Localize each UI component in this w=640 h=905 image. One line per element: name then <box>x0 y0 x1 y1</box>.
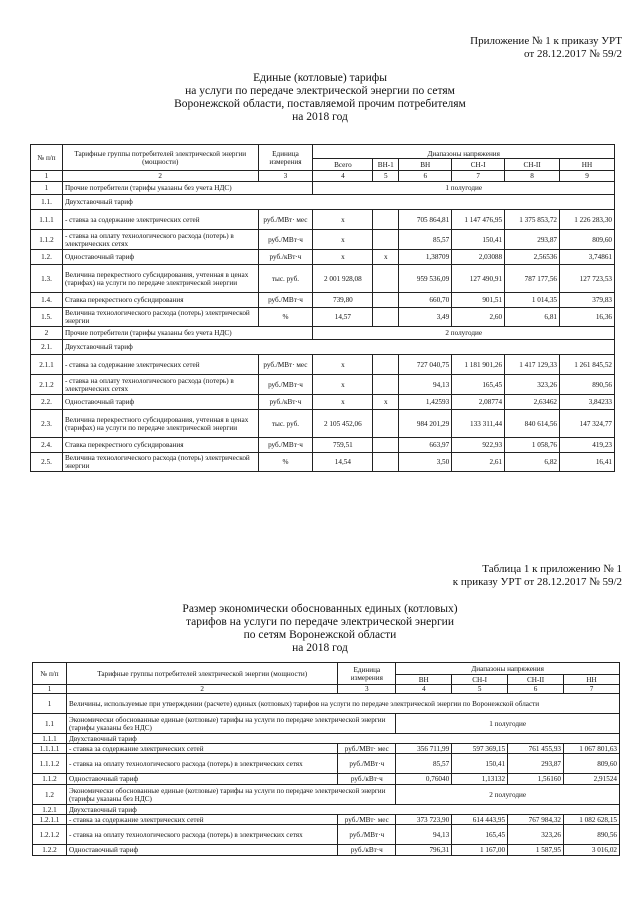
header-groups: Тарифные группы потребителей электрической энергии (мощности) <box>66 663 337 685</box>
vn-cell: 85,57 <box>396 754 452 774</box>
economic-tariff-table <box>32 662 620 856</box>
unit-cell: руб./МВт· мес <box>338 815 396 825</box>
sn1-cell: 614 443,95 <box>452 815 508 825</box>
row-number: 2.4. <box>31 438 63 453</box>
unit-cell: тыс. руб. <box>258 410 313 438</box>
table-row <box>33 744 620 754</box>
total-cell: 2 105 452,06 <box>313 410 373 438</box>
header-sn1: СН-I <box>452 675 508 685</box>
sn1-cell: 165,45 <box>452 375 505 395</box>
row-number: 1.5. <box>31 308 63 327</box>
table-row <box>31 195 615 210</box>
column-number: 5 <box>373 171 399 182</box>
vn-cell: 85,57 <box>399 230 452 250</box>
title-line: на услуги по передаче электрической энергии по сетям <box>185 85 455 97</box>
column-number: 3 <box>338 685 396 694</box>
row-number: 1.1.1.1 <box>33 744 67 754</box>
row-name: Экономически обоснованные единые (котловые) тарифы на услуги по передаче электрической энергии (тарифы указаны без НДС) <box>66 714 395 734</box>
column-number: 7 <box>564 685 620 694</box>
table-row <box>31 230 615 250</box>
column-number: 1 <box>31 171 63 182</box>
header-sn2: СН-II <box>508 675 564 685</box>
title-line: Воронежской области, поставляемой прочим потребителям <box>174 98 466 110</box>
sn2-cell: 293,87 <box>505 230 560 250</box>
vn1-cell <box>373 375 399 395</box>
sn1-cell: 922,93 <box>452 438 505 453</box>
table-row <box>31 438 615 453</box>
header-num: № п/п <box>31 145 63 171</box>
row-name: Ставка перекрестного субсидирования <box>62 293 258 308</box>
nn-cell: 16,36 <box>560 308 615 327</box>
vn-cell: 660,70 <box>399 293 452 308</box>
row-number: 1.2 <box>33 785 67 805</box>
row-name: Величины, используемые при утверждении (расчете) единых (котловых) тарифов на услуги по передаче электрической энергии по Воронежской области <box>66 694 619 714</box>
table-row <box>31 308 615 327</box>
title-line: по сетям Воронежской области <box>243 629 397 641</box>
table-row <box>31 375 615 395</box>
header-vn1: ВН-1 <box>373 159 399 171</box>
table-row <box>31 395 615 410</box>
row-number: 1.1.2 <box>31 230 63 250</box>
sn2-cell: 293,87 <box>508 754 564 774</box>
vn1-cell <box>373 230 399 250</box>
nn-cell: 890,56 <box>564 825 620 845</box>
document-title <box>0 72 640 124</box>
row-number: 1.1.1.2 <box>33 754 67 774</box>
row-name: Прочие потребители (тарифы указаны без учета НДС) <box>62 182 312 195</box>
table-row <box>31 265 615 293</box>
table-row <box>31 340 615 355</box>
column-number: 4 <box>313 171 373 182</box>
appendix-line-1: Приложение № 1 к приказу УРТ <box>470 35 622 47</box>
header-nn: НН <box>560 159 615 171</box>
vn1-cell <box>373 308 399 327</box>
table-row <box>33 714 620 734</box>
total-cell: x <box>313 395 373 410</box>
nn-cell: 16,41 <box>560 453 615 472</box>
row-name: - ставка на оплату технологического расхода (потерь) в электрических сетях <box>66 754 337 774</box>
table-reference-line-1: Таблица 1 к приложению № 1 <box>482 563 622 575</box>
vn-cell: 796,31 <box>396 845 452 856</box>
column-number: 3 <box>258 171 313 182</box>
sn1-cell: 1 147 476,95 <box>452 210 505 230</box>
sn1-cell: 150,41 <box>452 230 505 250</box>
row-number: 1.3. <box>31 265 63 293</box>
row-number: 1.2.1.1 <box>33 815 67 825</box>
tariff-table <box>30 144 615 472</box>
sn2-cell: 767 984,32 <box>508 815 564 825</box>
column-number: 8 <box>505 171 560 182</box>
table-row <box>31 410 615 438</box>
header-ranges: Диапазоны напряжения <box>396 663 620 675</box>
nn-cell: 3,74861 <box>560 250 615 265</box>
unit-cell: тыс. руб. <box>258 265 313 293</box>
sn1-cell: 150,41 <box>452 754 508 774</box>
vn1-cell: x <box>373 250 399 265</box>
total-cell: 14,57 <box>313 308 373 327</box>
row-name: Величина перекрестного субсидирования, учтенная в ценах (тарифах) на услуги по передаче электрической энергии <box>62 410 258 438</box>
row-name: Прочие потребители (тарифы указаны без учета НДС) <box>62 327 312 340</box>
title-line: на 2018 год <box>292 642 348 654</box>
total-cell: 739,80 <box>313 293 373 308</box>
table-row <box>33 825 620 845</box>
row-number: 1.2.2 <box>33 845 67 856</box>
sn1-cell: 165,45 <box>452 825 508 845</box>
row-number: 1.1 <box>33 714 67 734</box>
header-nn: НН <box>564 675 620 685</box>
vn-cell: 984 201,29 <box>399 410 452 438</box>
table-row <box>33 754 620 774</box>
vn-cell: 3,50 <box>399 453 452 472</box>
row-name: Двухставочный тариф <box>62 195 614 210</box>
row-name: - ставка за содержание электрических сетей <box>62 210 258 230</box>
unit-cell: руб./МВт· мес <box>258 355 313 375</box>
sn1-cell: 127 490,91 <box>452 265 505 293</box>
sn1-cell: 1,13132 <box>452 774 508 785</box>
vn-cell: 0,76040 <box>396 774 452 785</box>
vn-cell: 663,97 <box>399 438 452 453</box>
title-line: на 2018 год <box>292 111 348 123</box>
column-numbers-row <box>31 171 615 182</box>
row-name: Одноставочный тариф <box>62 250 258 265</box>
total-cell: x <box>313 355 373 375</box>
row-name: Двухставочный тариф <box>62 340 614 355</box>
row-number: 2.1.1 <box>31 355 63 375</box>
sn1-cell: 1 167,00 <box>452 845 508 856</box>
row-number: 2 <box>31 327 63 340</box>
vn-cell: 1,42593 <box>399 395 452 410</box>
row-name: Одноставочный тариф <box>66 845 337 856</box>
unit-cell: руб./кВт·ч <box>258 395 313 410</box>
sn2-cell: 323,26 <box>505 375 560 395</box>
appendix-reference <box>470 35 622 61</box>
table-row <box>33 694 620 714</box>
nn-cell: 809,60 <box>560 230 615 250</box>
row-number: 1 <box>33 694 67 714</box>
unit-cell: руб./МВт·ч <box>258 230 313 250</box>
row-name: Одноставочный тариф <box>62 395 258 410</box>
unit-cell: руб./кВт·ч <box>258 250 313 265</box>
vn1-cell <box>373 438 399 453</box>
row-name: Величина технологического расхода (потерь) электрической энергии <box>62 453 258 472</box>
period-label: 2 полугодие <box>396 785 620 805</box>
header-ranges: Диапазоны напряжения <box>313 145 615 159</box>
vn-cell: 705 864,81 <box>399 210 452 230</box>
column-number: 2 <box>66 685 337 694</box>
total-cell: 14,54 <box>313 453 373 472</box>
row-number: 1.2. <box>31 250 63 265</box>
total-cell: x <box>313 375 373 395</box>
row-number: 2.3. <box>31 410 63 438</box>
table-row <box>31 182 615 195</box>
column-number: 6 <box>508 685 564 694</box>
table-row <box>31 355 615 375</box>
table-reference-line-2: к приказу УРТ от 28.12.2017 № 59/2 <box>452 576 622 588</box>
nn-cell: 3,84233 <box>560 395 615 410</box>
sn2-cell: 1 014,35 <box>505 293 560 308</box>
sn1-cell: 2,08774 <box>452 395 505 410</box>
row-name: Экономически обоснованные единые (котловые) тарифы на услуги по передаче электрической энергии (тарифы указаны без НДС) <box>66 785 395 805</box>
column-number: 4 <box>396 685 452 694</box>
unit-cell: руб./МВт·ч <box>338 754 396 774</box>
sn2-cell: 1 587,95 <box>508 845 564 856</box>
row-number: 1.1. <box>31 195 63 210</box>
row-number: 1.2.1.2 <box>33 825 67 845</box>
table-row <box>31 250 615 265</box>
column-number: 9 <box>560 171 615 182</box>
sn2-cell: 761 455,93 <box>508 744 564 754</box>
sn2-cell: 1 375 853,72 <box>505 210 560 230</box>
sn2-cell: 840 614,56 <box>505 410 560 438</box>
sn2-cell: 2,63462 <box>505 395 560 410</box>
vn-cell: 94,13 <box>396 825 452 845</box>
vn1-cell <box>373 410 399 438</box>
row-number: 1.1.1 <box>33 734 67 744</box>
vn-cell: 94,13 <box>399 375 452 395</box>
vn1-cell <box>373 210 399 230</box>
vn-cell: 373 723,90 <box>396 815 452 825</box>
nn-cell: 2,91524 <box>564 774 620 785</box>
sn2-cell: 787 177,56 <box>505 265 560 293</box>
sn1-cell: 1 181 901,26 <box>452 355 505 375</box>
vn-cell: 356 711,99 <box>396 744 452 754</box>
row-number: 1.4. <box>31 293 63 308</box>
sn2-cell: 2,56536 <box>505 250 560 265</box>
row-name: - ставка за содержание электрических сетей <box>66 744 337 754</box>
sn2-cell: 1 058,76 <box>505 438 560 453</box>
unit-cell: руб./МВт·ч <box>338 825 396 845</box>
sn1-cell: 133 311,44 <box>452 410 505 438</box>
nn-cell: 379,83 <box>560 293 615 308</box>
header-num: № п/п <box>33 663 67 685</box>
unit-cell: % <box>258 308 313 327</box>
unit-cell: руб./кВт·ч <box>338 774 396 785</box>
sn2-cell: 323,26 <box>508 825 564 845</box>
title-line: Единые (котловые) тарифы <box>253 72 387 84</box>
period-label: 1 полугодие <box>313 182 615 195</box>
header-vn: ВН <box>396 675 452 685</box>
row-number: 2.5. <box>31 453 63 472</box>
table-row <box>31 293 615 308</box>
row-name: - ставка на оплату технологического расхода (потерь) в электрических сетях <box>62 375 258 395</box>
sn1-cell: 597 369,15 <box>452 744 508 754</box>
unit-cell: руб./МВт· мес <box>338 744 396 754</box>
table-row <box>33 805 620 815</box>
row-name: Двухставочный тариф <box>66 805 619 815</box>
period-label: 2 полугодие <box>313 327 615 340</box>
table-reference <box>453 563 622 589</box>
total-cell: x <box>313 250 373 265</box>
table-row <box>33 815 620 825</box>
table-row <box>33 774 620 785</box>
table-title <box>0 603 640 655</box>
vn1-cell <box>373 265 399 293</box>
nn-cell: 1 226 283,30 <box>560 210 615 230</box>
table-row <box>33 785 620 805</box>
row-number: 1.1.2 <box>33 774 67 785</box>
column-number: 5 <box>452 685 508 694</box>
appendix-line-2: от 28.12.2017 № 59/2 <box>524 48 622 60</box>
row-name: - ставка на оплату технологического расхода (потерь) в электрических сетях <box>62 230 258 250</box>
vn1-cell: x <box>373 395 399 410</box>
vn1-cell <box>373 293 399 308</box>
total-cell: x <box>313 210 373 230</box>
row-number: 1.2.1 <box>33 805 67 815</box>
total-cell: x <box>313 230 373 250</box>
nn-cell: 3 016,02 <box>564 845 620 856</box>
unit-cell: руб./МВт· мес <box>258 210 313 230</box>
header-vn: ВН <box>399 159 452 171</box>
row-name: Двухставочный тариф <box>66 734 619 744</box>
nn-cell: 1 082 628,15 <box>564 815 620 825</box>
header-sn2: СН-II <box>505 159 560 171</box>
unit-cell: % <box>258 453 313 472</box>
header-groups: Тарифные группы потребителей электрической энергии (мощности) <box>62 145 258 171</box>
table-row <box>31 453 615 472</box>
row-name: Одноставочный тариф <box>66 774 337 785</box>
title-line: Размер экономически обоснованных единых (котловых) <box>182 603 458 615</box>
column-numbers-row <box>33 685 620 694</box>
total-cell: 2 001 928,08 <box>313 265 373 293</box>
table-row <box>33 845 620 856</box>
row-name: Величина перекрестного субсидирования, учтенная в ценах (тарифах) на услуги по передаче электрической энергии <box>62 265 258 293</box>
title-line: тарифов на услуги по передаче электрической энергии <box>185 616 454 628</box>
vn-cell: 1,38709 <box>399 250 452 265</box>
table-row <box>31 210 615 230</box>
row-name: Ставка перекрестного субсидирования <box>62 438 258 453</box>
period-label: 1 полугодие <box>396 714 620 734</box>
column-number: 6 <box>399 171 452 182</box>
column-number: 2 <box>62 171 258 182</box>
unit-cell: руб./МВт·ч <box>258 438 313 453</box>
vn1-cell <box>373 453 399 472</box>
row-number: 2.1. <box>31 340 63 355</box>
sn2-cell: 1 417 129,33 <box>505 355 560 375</box>
sn2-cell: 6,82 <box>505 453 560 472</box>
row-number: 2.2. <box>31 395 63 410</box>
row-name: - ставка на оплату технологического расхода (потерь) в электрических сетях <box>66 825 337 845</box>
header-sn1: СН-I <box>452 159 505 171</box>
header-total: Всего <box>313 159 373 171</box>
table-row <box>31 327 615 340</box>
nn-cell: 147 324,77 <box>560 410 615 438</box>
row-name: - ставка за содержание электрических сетей <box>62 355 258 375</box>
table-row <box>33 734 620 744</box>
column-number: 7 <box>452 171 505 182</box>
header-unit: Единица измерения <box>258 145 313 171</box>
sn2-cell: 6,81 <box>505 308 560 327</box>
nn-cell: 419,23 <box>560 438 615 453</box>
unit-cell: руб./кВт·ч <box>338 845 396 856</box>
sn1-cell: 2,03088 <box>452 250 505 265</box>
nn-cell: 127 723,53 <box>560 265 615 293</box>
sn1-cell: 2,61 <box>452 453 505 472</box>
total-cell: 759,51 <box>313 438 373 453</box>
nn-cell: 1 261 845,52 <box>560 355 615 375</box>
nn-cell: 890,56 <box>560 375 615 395</box>
vn-cell: 959 536,09 <box>399 265 452 293</box>
vn-cell: 727 040,75 <box>399 355 452 375</box>
vn1-cell <box>373 355 399 375</box>
row-name: - ставка за содержание электрических сетей <box>66 815 337 825</box>
row-number: 1.1.1 <box>31 210 63 230</box>
header-unit: Единица измерения <box>338 663 396 685</box>
column-number: 1 <box>33 685 67 694</box>
unit-cell: руб./МВт·ч <box>258 293 313 308</box>
row-number: 1 <box>31 182 63 195</box>
unit-cell: руб./МВт·ч <box>258 375 313 395</box>
row-number: 2.1.2 <box>31 375 63 395</box>
nn-cell: 1 067 801,63 <box>564 744 620 754</box>
nn-cell: 809,60 <box>564 754 620 774</box>
sn1-cell: 901,51 <box>452 293 505 308</box>
row-name: Величина технологического расхода (потерь) электрической энергии <box>62 308 258 327</box>
sn2-cell: 1,56160 <box>508 774 564 785</box>
sn1-cell: 2,60 <box>452 308 505 327</box>
vn-cell: 3,49 <box>399 308 452 327</box>
